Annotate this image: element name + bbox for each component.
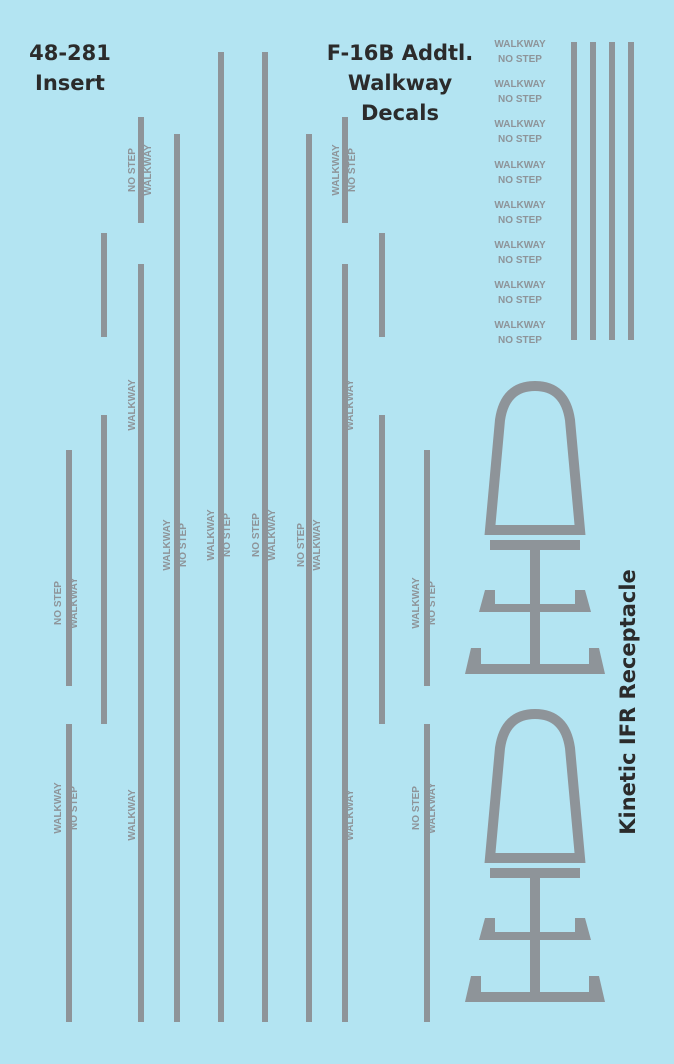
walkway-stripe: [342, 264, 348, 1022]
walkway-label: WALKWAY: [162, 519, 173, 571]
no-step-label: NO STEP: [251, 513, 262, 557]
no-step-label: NO STEP: [498, 215, 542, 226]
walkway-stripe: [424, 450, 430, 686]
walkway-stripe: [424, 724, 430, 1022]
walkway-label: WALKWAY: [206, 509, 217, 561]
walkway-label: WALKWAY: [331, 144, 342, 196]
walkway-label: WALKWAY: [127, 379, 138, 431]
walkway-label: WALKWAY: [494, 240, 546, 251]
walkway-label: WALKWAY: [494, 200, 546, 211]
sheet-code-number: 48-281: [29, 41, 111, 65]
walkway-stripe: [379, 415, 385, 724]
walkway-stripe: [101, 415, 107, 724]
no-step-label: NO STEP: [498, 94, 542, 105]
ifr-receptacle-label: Kinetic IFR Receptacle: [616, 569, 640, 835]
walkway-stripe: [306, 134, 312, 1022]
walkway-stripe: [138, 264, 144, 1022]
walkway-label: WALKWAY: [345, 379, 356, 431]
ifr-receptacle-decal-1: [465, 380, 605, 680]
no-step-label: NO STEP: [296, 523, 307, 567]
walkway-label: WALKWAY: [494, 320, 546, 331]
walkway-label: WALKWAY: [69, 577, 80, 629]
no-step-label: NO STEP: [498, 335, 542, 346]
ifr-receptacle-decal-2: [465, 708, 605, 1008]
walkway-label: WALKWAY: [345, 789, 356, 841]
sheet-title-line-3: Decals: [361, 101, 439, 125]
no-step-label: NO STEP: [498, 54, 542, 65]
no-step-label: NO STEP: [498, 255, 542, 266]
walkway-label: WALKWAY: [411, 577, 422, 629]
sheet-title-line-1: F-16B Addtl.: [326, 41, 474, 65]
walkway-stripe: [66, 450, 72, 686]
no-step-label: NO STEP: [69, 786, 80, 830]
walkway-stripe: [590, 42, 596, 340]
walkway-stripe: [571, 42, 577, 340]
walkway-label: WALKWAY: [267, 509, 278, 561]
no-step-label: NO STEP: [427, 581, 438, 625]
no-step-label: NO STEP: [411, 786, 422, 830]
walkway-label: WALKWAY: [427, 782, 438, 834]
walkway-stripe: [101, 233, 107, 337]
walkway-label: WALKWAY: [494, 160, 546, 171]
walkway-stripe: [609, 42, 615, 340]
sheet-code-type: Insert: [35, 71, 105, 95]
walkway-label: WALKWAY: [143, 144, 154, 196]
no-step-label: NO STEP: [127, 148, 138, 192]
walkway-stripe: [628, 42, 634, 340]
sheet-title: [320, 38, 480, 128]
no-step-label: NO STEP: [498, 134, 542, 145]
walkway-label: WALKWAY: [53, 782, 64, 834]
sheet-title-line-2: Walkway: [347, 71, 453, 95]
walkway-stripe: [66, 724, 72, 1022]
walkway-label: WALKWAY: [494, 119, 546, 130]
walkway-stripe: [379, 233, 385, 337]
walkway-stripe: [174, 134, 180, 1022]
sheet-code: [20, 38, 120, 98]
no-step-label: NO STEP: [53, 581, 64, 625]
walkway-label: WALKWAY: [494, 280, 546, 291]
no-step-label: NO STEP: [498, 175, 542, 186]
walkway-label: WALKWAY: [494, 39, 546, 50]
no-step-label: NO STEP: [498, 295, 542, 306]
no-step-label: NO STEP: [178, 523, 189, 567]
walkway-label: WALKWAY: [494, 79, 546, 90]
no-step-label: NO STEP: [347, 148, 358, 192]
walkway-label: WALKWAY: [127, 789, 138, 841]
no-step-label: NO STEP: [222, 513, 233, 557]
walkway-label: WALKWAY: [312, 519, 323, 571]
